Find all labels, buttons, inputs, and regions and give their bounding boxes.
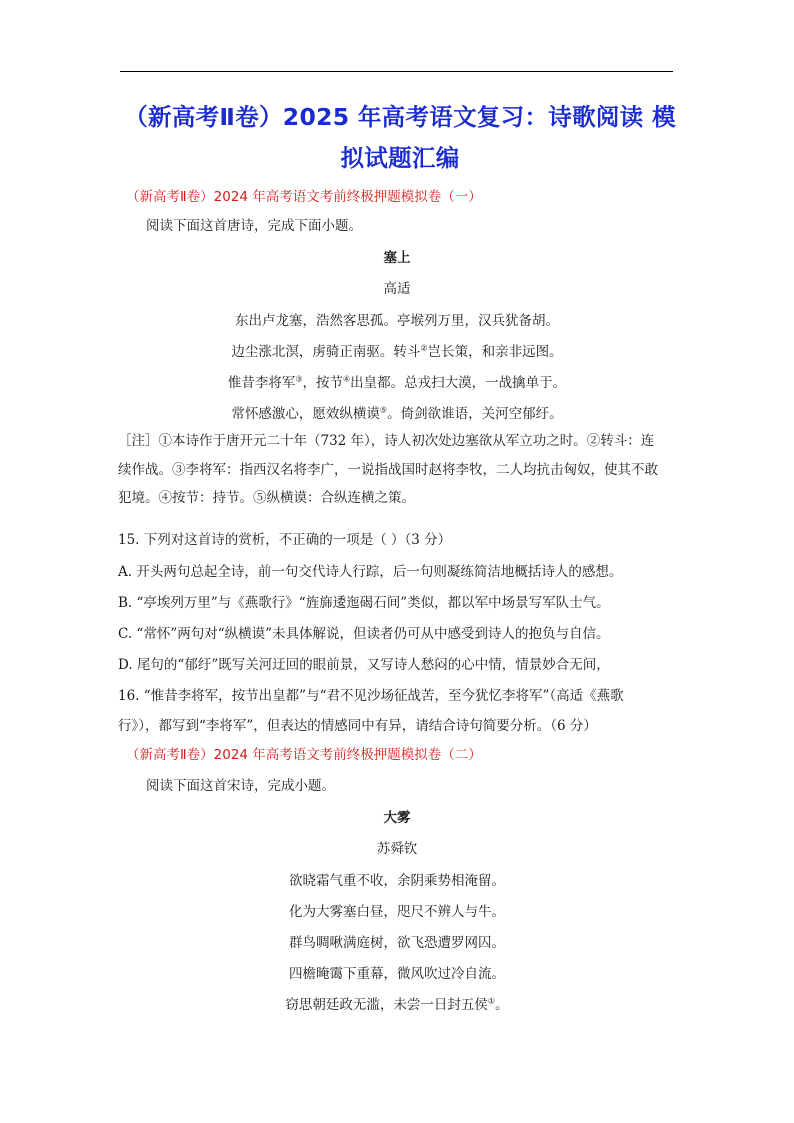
option-c: C. “常怀”两句对“纵横谟”未具体解说，但读者仍可从中感受到诗人的抱负与自信。 xyxy=(118,626,610,642)
option-a: A. 开头两句总起全诗，前一句交代诗人行踪，后一句则凝练简洁地概括诗人的感想。 xyxy=(118,564,623,580)
section-1-instruction: 阅读下面这首唐诗，完成下面小题。 xyxy=(146,218,362,234)
section-1-heading: （新高考Ⅱ卷）2024 年高考语文考前终极押题模拟卷（一） xyxy=(126,189,482,205)
poem-2-line-5: 窃思朝廷政无滥，未尝一日封五侯①。 xyxy=(285,996,509,1013)
option-d: D. 尾句的“郁纡”既写关河迂回的眼前景，又写诗人愁闷的心中情，情景妙合无间， xyxy=(118,657,610,673)
section-2-instruction: 阅读下面这首宋诗，完成小题。 xyxy=(146,778,335,794)
poem-1-line-2: 边尘涨北溟，虏骑正南驱。转斗②岂长策，和亲非远图。 xyxy=(231,343,563,360)
poem-2-line-3: 群鸟啁啾满庭树，欲飞恐遭罗网囚。 xyxy=(289,935,505,951)
header-rule xyxy=(120,71,673,72)
note-line: 续作战。③李将军：指西汉名将李广，一说指战国时赵将李牧，二人均抗击匈奴，使其不敢 xyxy=(118,461,658,478)
option-b: B. “亭埃列万里”与《燕歌行》“旌旆逶迤碣石间”类似，都以军中场景写军队士气。 xyxy=(118,595,610,611)
poem-1-line-1: 东出卢龙塞，浩然客思孤。亭堠列万里，汉兵犹备胡。 xyxy=(235,313,559,329)
poem-2-title: 大雾 xyxy=(383,810,411,826)
note-line: ［注］①本诗作于唐开元二十年（732 年），诗人初次处边塞欲从军立功之时。②转斗：连 xyxy=(118,433,655,449)
poem-2-line-1: 欲晓霜气重不收，余阴乘势相淹留。 xyxy=(289,873,505,889)
question-16-line-1: 16. “惟昔李将军，按节出皇都”与“君不见沙场征战苦，至今犹忆李将军”（高适《燕歌 xyxy=(118,688,624,704)
question-15: 15. 下列对这首诗的赏析，不正确的一项是（ ）（3 分） xyxy=(118,532,452,548)
poem-2-line-4: 四檐晻霭下重幕，微风吹过冷自流。 xyxy=(289,966,505,982)
poem-1-line-3: 惟昔李将军③，按节④出皇都。总戎扫大漠，一战擒单于。 xyxy=(227,374,567,391)
note-line: 犯境。④按节：持节。⑤纵横谟：合纵连横之策。 xyxy=(118,490,415,506)
page-title-line-1: （新高考Ⅱ卷）2025 年高考语文复习：诗歌阅读 模 xyxy=(124,103,676,131)
page-title xyxy=(120,97,680,179)
poem-1-line-4: 常怀感激心，愿效纵横谟⑤。倚剑欲谁语，关河空郁纡。 xyxy=(231,405,563,422)
section-2-heading: （新高考Ⅱ卷）2024 年高考语文考前终极押题模拟卷（二） xyxy=(126,747,482,763)
question-16-line-2: 行》），都写到“李将军”，但表达的情感同中有异，请结合诗句简要分析。（6 分） xyxy=(118,718,597,734)
poem-1-title: 塞上 xyxy=(383,250,411,266)
poem-1-notes xyxy=(118,427,678,513)
poem-1-author: 高适 xyxy=(383,281,411,297)
poem-2-author: 苏舜钦 xyxy=(376,841,418,857)
poem-2-line-2: 化为大雾塞白昼，咫尺不辨人与牛。 xyxy=(289,904,505,920)
page-title-line-2: 拟试题汇编 xyxy=(340,144,460,172)
